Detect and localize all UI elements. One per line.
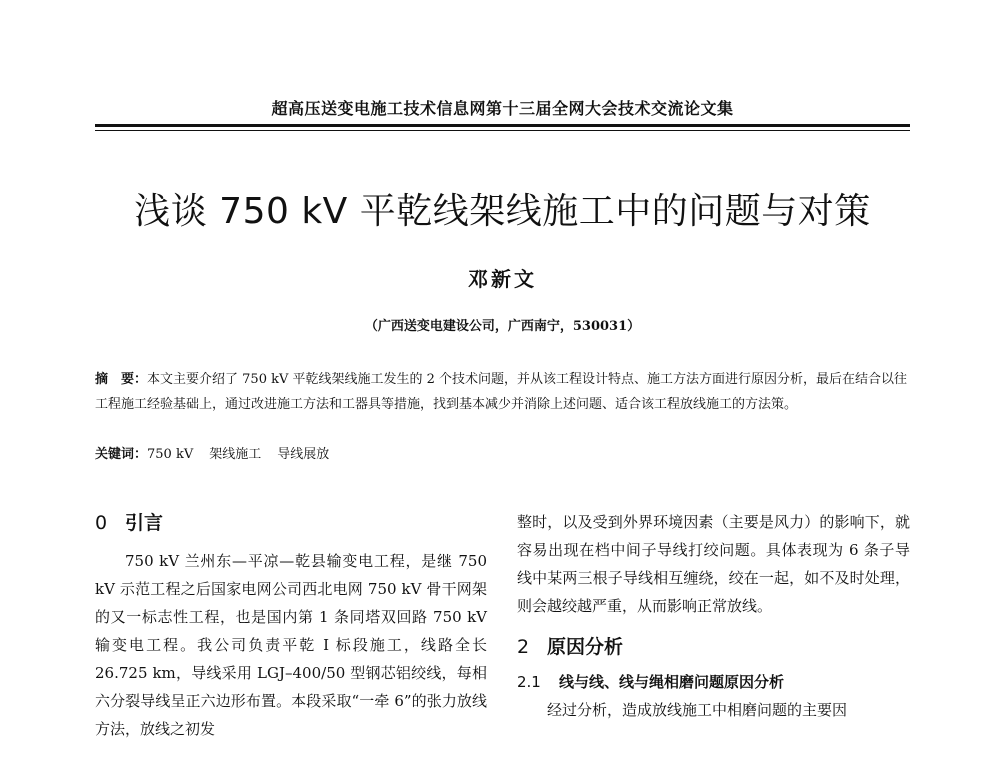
- intro-paragraph-continued: 整时，以及受到外界环境因素（主要是风力）的影响下，就容易出现在档中间子导线打绞问题。具体表现为 6 条子导线中某两三根子导线相互缠绕，绞在一起，如不及时处理，则会越绞越严重，从而影响正常放线。: [517, 513, 910, 615]
- section-number: 0: [95, 512, 108, 534]
- keyword-item: 架线施工: [209, 447, 262, 462]
- running-header: 超高压送变电施工技术信息网第十三届全网大会技术交流论文集: [271, 99, 734, 118]
- paper-author: 邓新文: [468, 267, 537, 291]
- cause-paragraph: 经过分析，造成放线施工中相磨问题的主要因: [547, 701, 848, 719]
- section-number: 2: [517, 636, 530, 658]
- right-column: [517, 508, 910, 724]
- section-heading-cause: [517, 632, 910, 659]
- header-rule-thin: [95, 130, 910, 131]
- abstract-text: 本文主要介绍了 750 kV 平乾线架线施工发生的 2 个技术问题，并从该工程设计特点、施工方法方面进行原因分析，最后在结合以往工程施工经验基础上，通过改进施工方法和工器具等措施，找到基本减少并消除上述问题、适合该工程放线施工的方法策。: [95, 372, 908, 412]
- paper-title: 浅谈 750 kV 平乾线架线施工中的问题与对策: [134, 191, 871, 232]
- intro-paragraph: 750 kV 兰州东—平凉—乾县输变电工程，是继 750 kV 示范工程之后国家电网公司西北电网 750 kV 骨干网架的又一标志性工程，也是国内第 1 条同塔双回路 750 kV 输变电工程。我公司负责平乾 I 标段施工，线路全长 26.725 km，导线采用 LGJ–400/50 型钢芯铝绞线，每相六分裂导线呈正六边形布置。本段采取“一牵 6”的张力放线方法，放线之初发: [95, 552, 487, 738]
- paper-affiliation: （广西送变电建设公司，广西南宁，530031）: [364, 319, 641, 334]
- left-column: [95, 508, 487, 743]
- abstract: [95, 367, 910, 417]
- header-rule-thick: [95, 124, 910, 127]
- keywords: [95, 444, 910, 466]
- section-title: 原因分析: [547, 636, 624, 658]
- keyword-item: 750 kV: [147, 447, 194, 462]
- subsection-heading: [517, 671, 910, 692]
- keyword-item: 导线展放: [277, 447, 330, 462]
- subsection-title: 线与线、线与绳相磨问题原因分析: [559, 673, 785, 691]
- keywords-label: 关键词：: [95, 447, 148, 462]
- section-heading-intro: [95, 508, 487, 535]
- section-title: 引言: [125, 512, 164, 534]
- subsection-number: 2.1: [517, 673, 541, 691]
- abstract-label: 摘 要：: [95, 372, 148, 387]
